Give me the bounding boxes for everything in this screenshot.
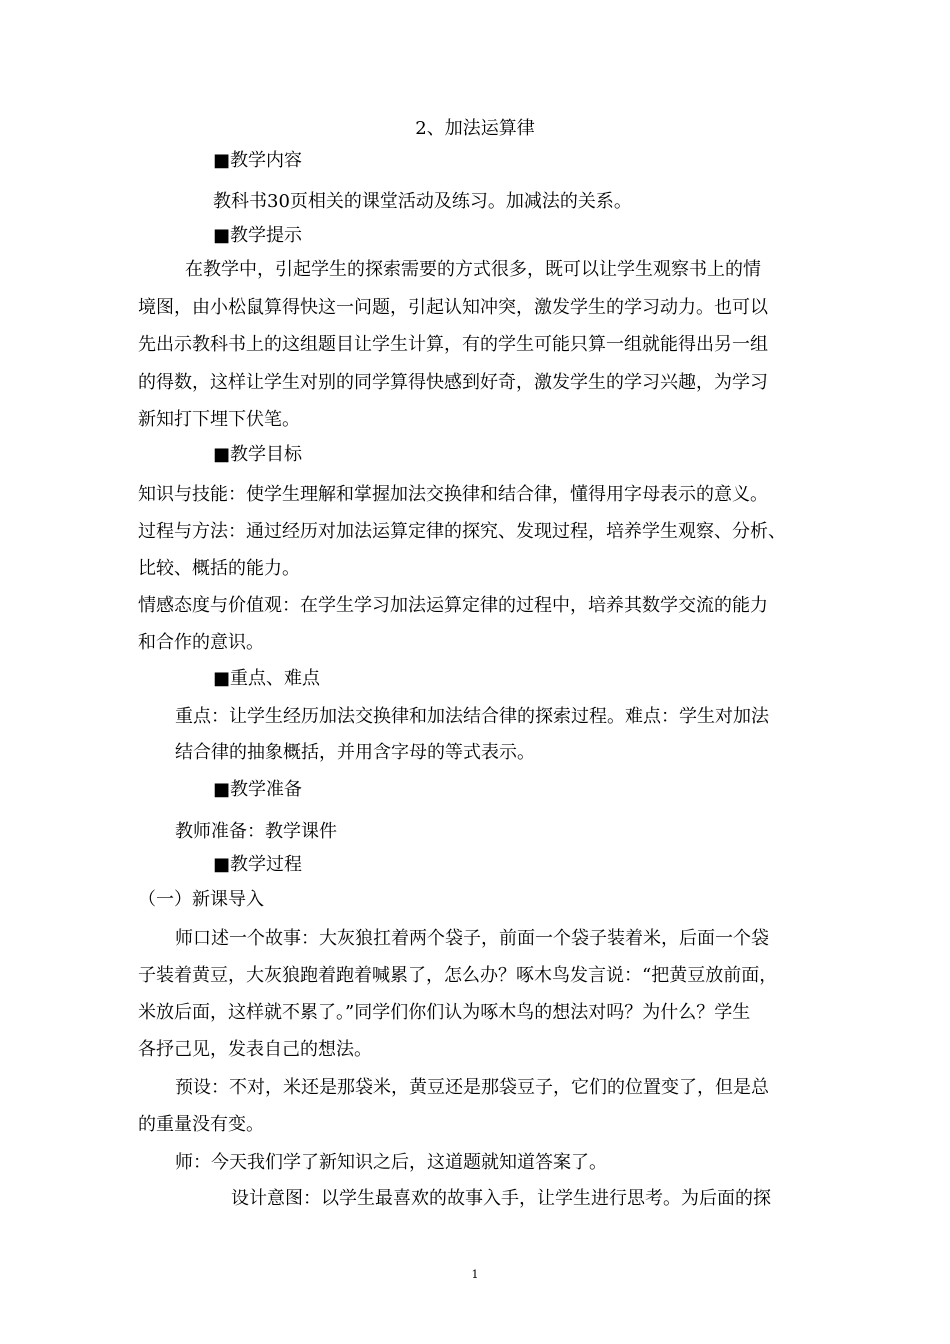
design-line: 设计意图：以学生最喜欢的故事入手，让学生进行思考。为后面的探 — [231, 1188, 771, 1209]
heading-process: ■教学过程 — [213, 854, 303, 875]
goal-line: 过程与方法：通过经历对加法运算定律的探究、发现过程，培养学生观察、分析、 — [138, 521, 786, 542]
story-line: 子装着黄豆，大灰狼跑着跑着喊累了，怎么办？啄木鸟发言说：“把黄豆放前面， — [138, 965, 778, 986]
hint-line: 新知打下埋下伏笔。 — [138, 409, 300, 430]
prep-text: 教师准备：教学课件 — [175, 821, 337, 842]
goal-line: 知识与技能：使学生理解和掌握加法交换律和结合律，懂得用字母表示的意义。 — [138, 484, 768, 505]
heading-content: ■教学内容 — [213, 150, 303, 171]
content-text: 教科书30页相关的课堂活动及练习。加减法的关系。 — [213, 191, 632, 212]
preset-line: 预设：不对，米还是那袋米，黄豆还是那袋豆子，它们的位置变了，但是总 — [175, 1077, 769, 1098]
hint-line: 境图，由小松鼠算得快这一问题，引起认知冲突，激发学生的学习动力。也可以 — [138, 297, 768, 318]
key-line: 重点：让学生经历加法交换律和加法结合律的探索过程。难点：学生对加法 — [175, 706, 769, 727]
page-number: 1 — [471, 1268, 479, 1281]
teacher-line: 师：今天我们学了新知识之后，这道题就知道答案了。 — [175, 1152, 607, 1173]
heading-goal: ■教学目标 — [213, 444, 303, 465]
story-line: 各抒己见，发表自己的想法。 — [138, 1039, 372, 1060]
goal-line: 比较、概括的能力。 — [138, 558, 300, 579]
doc-title: 2、加法运算律 — [415, 118, 535, 139]
heading-hint: ■教学提示 — [213, 225, 303, 246]
goal-line: 情感态度与价值观：在学生学习加法运算定律的过程中，培养其数学交流的能力 — [138, 595, 768, 616]
key-line: 结合律的抽象概括，并用含字母的等式表示。 — [175, 742, 535, 763]
goal-line: 和合作的意识。 — [138, 632, 264, 653]
preset-line: 的重量没有变。 — [138, 1114, 264, 1135]
hint-line: 的得数，这样让学生对别的同学算得快感到好奇，激发学生的学习兴趣，为学习 — [138, 372, 768, 393]
story-line: 师口述一个故事：大灰狼扛着两个袋子，前面一个袋子装着米，后面一个袋 — [175, 928, 769, 949]
hint-line: 在教学中，引起学生的探索需要的方式很多，既可以让学生观察书上的情 — [185, 259, 761, 280]
hint-line: 先出示教科书上的这组题目让学生计算，有的学生可能只算一组就能得出另一组 — [138, 334, 768, 355]
heading-prep: ■教学准备 — [213, 779, 303, 800]
heading-key: ■重点、难点 — [213, 668, 321, 689]
story-line: 米放后面，这样就不累了。”同学们你们认为啄木鸟的想法对吗？为什么？学生 — [138, 1002, 751, 1023]
section-heading: （一）新课导入 — [138, 889, 264, 910]
